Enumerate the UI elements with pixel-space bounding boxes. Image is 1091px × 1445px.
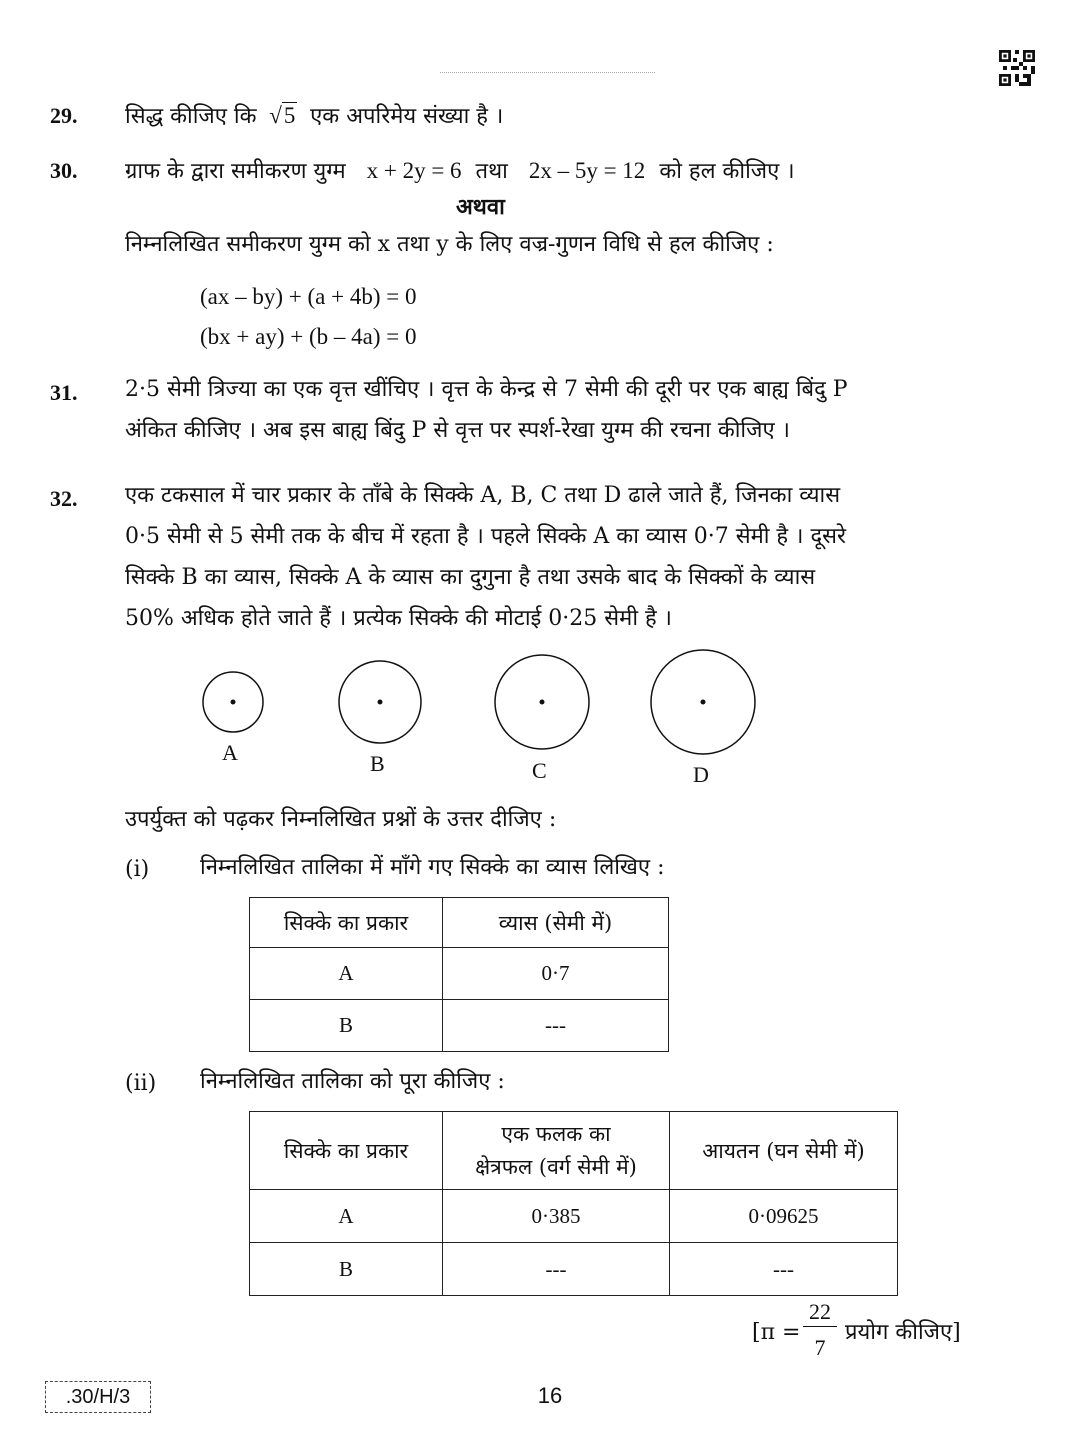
- header-diameter: व्यास (सेमी में): [443, 898, 669, 948]
- q32-instruction: उपर्युक्त को पढ़कर निम्नलिखित प्रश्नों के उत्तर दीजिए :: [125, 807, 557, 832]
- coin-b-centre: [378, 700, 383, 705]
- table-row: [250, 1190, 898, 1243]
- table-cell: B: [250, 1000, 443, 1052]
- pi-fraction-denominator: 7: [814, 1335, 826, 1360]
- paper-code: .30/H/3: [45, 1381, 151, 1413]
- q30-alt-equation-1: (ax – by) + (a + 4b) = 0: [200, 284, 417, 309]
- pi-note-prefix: [π =: [752, 1320, 801, 1345]
- q32-line-1: एक टकसाल में चार प्रकार के ताँबे के सिक्के A, B, C तथा D ढाले जाते हैं, जिनका व्यास: [125, 483, 841, 508]
- area-volume-table: [249, 1111, 898, 1296]
- page-number: 16: [537, 1383, 563, 1408]
- table-cell: ---: [670, 1243, 898, 1296]
- table-cell: A: [250, 948, 443, 1000]
- or-heading: अथवा: [456, 194, 505, 220]
- coin-label-b: B: [370, 751, 385, 776]
- table-cell: A: [250, 1190, 443, 1243]
- table-cell: ---: [443, 1000, 669, 1052]
- table-cell: B: [250, 1243, 443, 1296]
- q31-line-2: अंकित कीजिए । अब इस बाह्य बिंदु P से वृत्त पर स्पर्श-रेखा युग्म की रचना कीजिए ।: [125, 418, 790, 443]
- question-number-30: 30.: [50, 158, 78, 183]
- table-cell: 0·385: [443, 1190, 670, 1243]
- q31-line-1: 2·5 सेमी त्रिज्या का एक वृत्त खींचिए । वृत्त के केन्द्र से 7 सेमी की दूरी पर एक बाह्य बिंदु P: [125, 377, 848, 402]
- sqrt-expression: √5: [263, 103, 296, 128]
- coin-a-centre: [231, 700, 236, 705]
- table-cell: 0·09625: [670, 1190, 898, 1243]
- qr-code-icon: [999, 50, 1035, 86]
- q32-line-2: 0·5 सेमी से 5 सेमी तक के बीच में रहता है । पहले सिक्के A का व्यास 0·7 सेमी है । दूसरे: [125, 524, 846, 549]
- header-coin-type: सिक्के का प्रकार: [250, 898, 443, 948]
- coin-c-centre: [540, 700, 545, 705]
- coins-figure: [190, 640, 770, 800]
- coin-label-c: C: [532, 758, 547, 783]
- question-29-text: [125, 101, 503, 132]
- part-ii-text: निम्नलिखित तालिका को पूरा कीजिए :: [200, 1069, 505, 1094]
- part-i-label: (i): [125, 857, 150, 882]
- header-face-area-line-1: एक फलक का: [501, 1121, 611, 1146]
- part-ii-label: (ii): [125, 1071, 157, 1096]
- header-face-area-line-2: क्षेत्रफल (वर्ग सेमी में): [475, 1154, 637, 1179]
- table-row: [250, 1000, 669, 1052]
- table-row: [250, 1243, 898, 1296]
- diameter-table: [249, 897, 669, 1052]
- table-header-row: [250, 1112, 898, 1190]
- q30-equation-2: 2x – 5y = 12: [528, 158, 646, 183]
- q30-equation-1: x + 2y = 6: [366, 158, 462, 183]
- table-header-row: [250, 898, 669, 948]
- question-32-text: [125, 475, 978, 639]
- q30-alternative-text: निम्नलिखित समीकरण युग्म को x तथा y के लिए वज्र-गुणन विधि से हल कीजिए :: [125, 232, 774, 257]
- q30-text-b: तथा: [475, 159, 508, 184]
- part-i-text: निम्नलिखित तालिका में माँगे गए सिक्के का व्यास लिखिए :: [200, 855, 665, 880]
- header-volume: आयतन (घन सेमी में): [670, 1112, 898, 1190]
- coin-label-d: D: [693, 762, 709, 787]
- sqrt-radicand: 5: [283, 103, 296, 128]
- question-number-31: 31.: [50, 380, 78, 405]
- table-cell: ---: [443, 1243, 670, 1296]
- header-face-area: [443, 1112, 670, 1190]
- table-cell: 0·7: [443, 948, 669, 1000]
- q29-text-after: एक अपरिमेय संख्या है ।: [310, 104, 504, 129]
- q29-text-before: सिद्ध कीजिए कि: [125, 104, 257, 129]
- header-dotted-line: [440, 72, 655, 73]
- pi-note-suffix: प्रयोग कीजिए]: [845, 1320, 961, 1345]
- pi-fraction-numerator: 22: [803, 1298, 837, 1327]
- q32-line-4: 50% अधिक होते जाते हैं । प्रत्येक सिक्के की मोटाई 0·25 सेमी है ।: [125, 606, 673, 631]
- q30-text-a: ग्राफ के द्वारा समीकरण युग्म: [125, 159, 346, 184]
- question-number-29: 29.: [50, 103, 78, 128]
- coin-label-a: A: [222, 740, 238, 765]
- coin-d-centre: [701, 700, 706, 705]
- q32-line-3: सिक्के B का व्यास, सिक्के A के व्यास का दुगुना है तथा उसके बाद के सिक्कों के व्यास: [125, 565, 816, 590]
- q30-alt-equation-2: (bx + ay) + (b – 4a) = 0: [200, 324, 417, 349]
- question-31-text: [125, 369, 978, 451]
- header-coin-type: सिक्के का प्रकार: [250, 1112, 443, 1190]
- question-30-text: [125, 156, 795, 187]
- question-number-32: 32.: [50, 486, 78, 511]
- table-row: [250, 948, 669, 1000]
- q30-text-c: को हल कीजिए ।: [659, 159, 795, 184]
